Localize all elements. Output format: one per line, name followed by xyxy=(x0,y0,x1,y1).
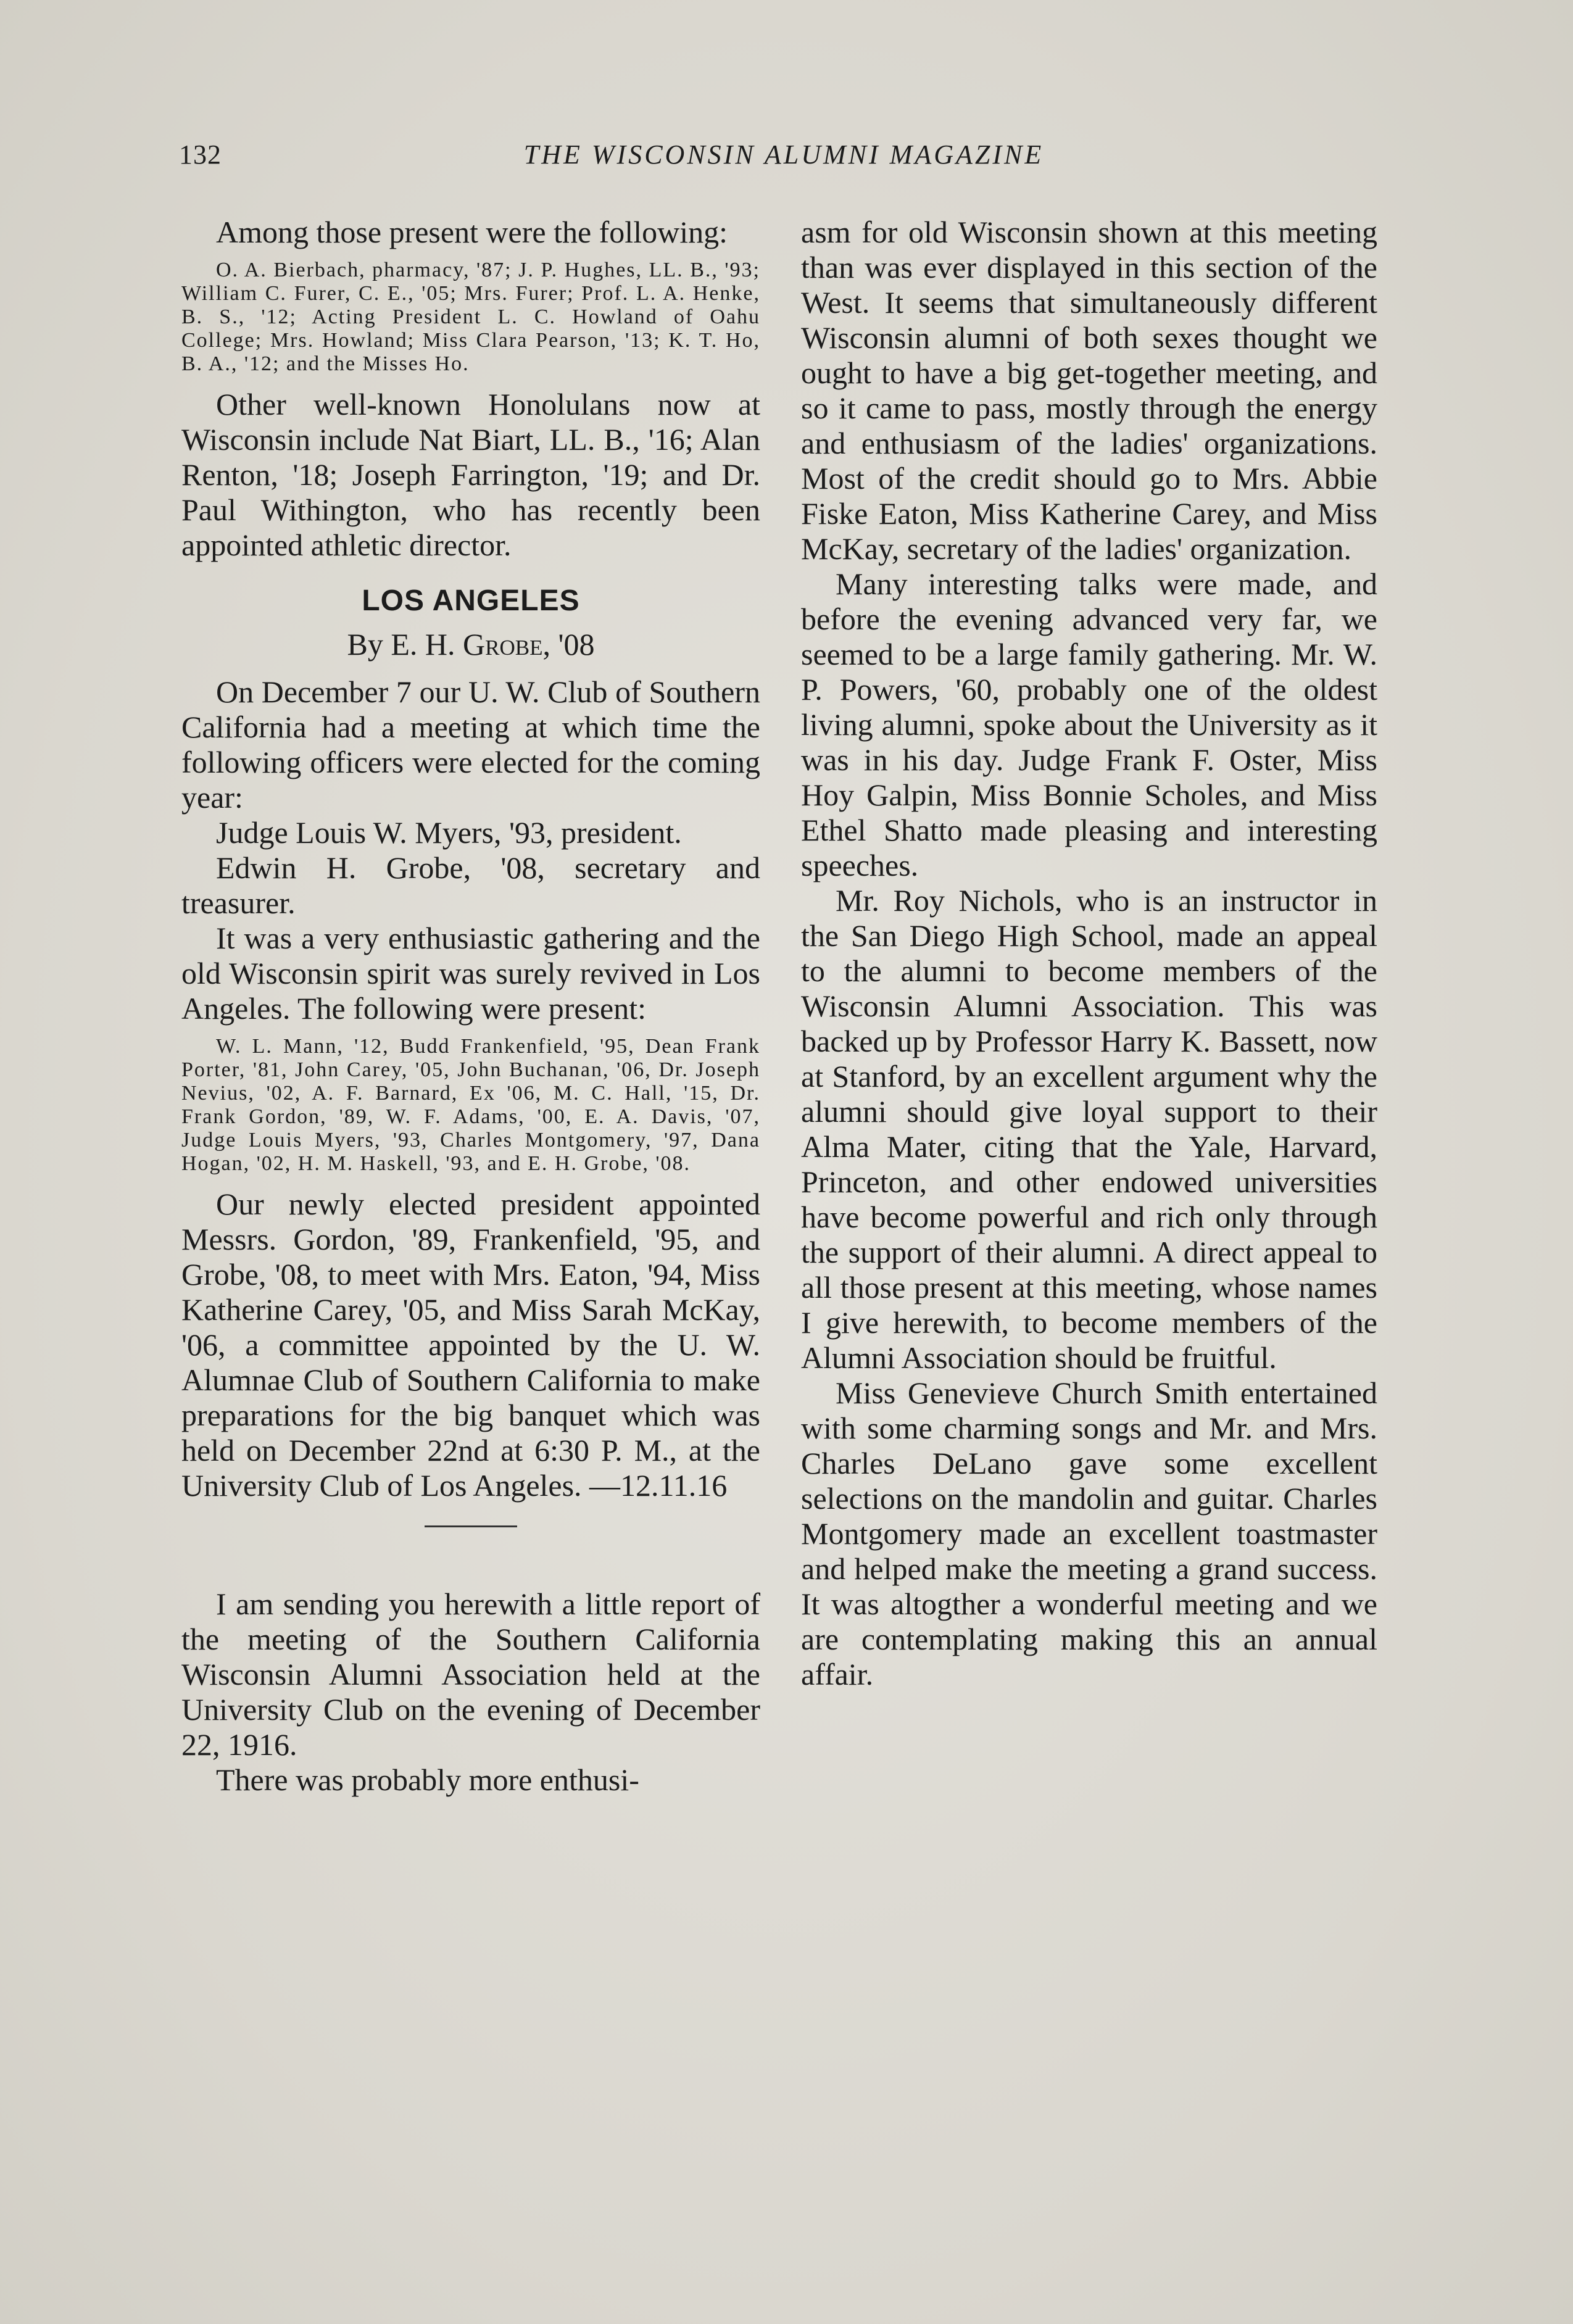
byline-year: , '08 xyxy=(542,627,595,662)
left-column xyxy=(181,215,760,1798)
section-heading: LOS ANGELES xyxy=(362,584,580,617)
page-number: 132 xyxy=(179,139,222,170)
right-column xyxy=(801,215,1377,1692)
paragraph: Many interesting talks were made, and before the evening advanced very far, we seemed to be a large family gathering. Mr. W. P. Powers, '60, probably one of the oldest living alumni, spoke about the University as it was in his day. Judge Frank F. Oster, Miss Hoy Galpin, Miss Bonnie Scholes, and Miss Ethel Shatto made pleasing and interesting speeches. xyxy=(801,566,1377,882)
paragraph: I am sending you herewith a little report of the meeting of the Southern California Wisconsin Alumni Association held at the University Club on the evening of December 22, 1916. xyxy=(181,1587,760,1762)
paragraph: Other well-known Honolulans now at Wisconsin include Nat Biart, LL. B., '16; Alan Renton, '18; Joseph Farrington, '19; and Dr. Paul Withington, who has recently been appointed athletic director. xyxy=(181,387,760,562)
byline-author: Grobe xyxy=(463,627,543,662)
paragraph: Miss Genevieve Church Smith entertained with some charming songs and Mr. and Mrs. Charles DeLano gave some excellent selections on the mandolin and guitar. Charles Montgomery made an excellent toastmaster and helped make the meeting a grand success. It was altogther a wonderful meeting and we are contemplating making this an annual affair. xyxy=(801,1376,1377,1691)
paragraph: Mr. Roy Nichols, who is an instructor in the San Diego High School, made an appeal to the alumni to become members of the Wisconsin Alumni Association. This was backed up by Professor Harry K. Bassett, now at Stanford, by an excellent argument why the alumni should give loyal support to their Alma Mater, citing that the Yale, Harvard, Princeton, and other endowed universities have become powerful and rich only through the support of their alumni. A direct appeal to all those present at this meeting, whose names I give herewith, to become members of the Alumni Association should be fruitful. xyxy=(801,883,1377,1375)
paragraph: Among those present were the following: xyxy=(216,215,728,249)
attendee-list: O. A. Bierbach, pharmacy, '87; J. P. Hughes, LL. B., '93; William C. Furer, C. E., '05; Mrs. Furer; Prof. L. A. Henke, B. S., '12; Acting President L. C. Howland of Oahu College; Mrs. Howland; Miss Clara Pearson, '13; K. T. Ho, B. A., '12; and the Misses Ho. xyxy=(181,259,760,375)
byline xyxy=(181,626,760,662)
paragraph: It was a very enthusiastic gathering and the old Wisconsin spirit was surely revived in Los Angeles. The following were present: xyxy=(181,921,760,1026)
running-head xyxy=(179,139,1388,182)
paragraph: Edwin H. Grobe, '08, secretary and treasurer. xyxy=(181,850,760,920)
paragraph: There was probably more enthusi- xyxy=(216,1762,639,1797)
byline-prefix: By E. H. xyxy=(347,627,455,662)
section-divider xyxy=(425,1525,517,1527)
paragraph: Our newly elected president appointed Messrs. Gordon, '89, Frankenfield, '95, and Grobe, '08, to meet with Mrs. Eaton, '94, Miss Katherine Carey, '05, and Miss Sarah McKay, '06, a committee appointed by the U. W. Alumnae Club of Southern California to make preparations for the big banquet which was held on December 22nd at 6:30 P. M., at the University Club of Los Angeles. —12.11.16 xyxy=(181,1187,760,1503)
paragraph: On December 7 our U. W. Club of Southern California had a meeting at which time the following officers were elected for the coming year: xyxy=(181,674,760,815)
magazine-title: THE WISCONSIN ALUMNI MAGAZINE xyxy=(523,139,1044,170)
paragraph: Judge Louis W. Myers, '93, president. xyxy=(216,815,682,850)
attendee-list: W. L. Mann, '12, Budd Frankenfield, '95, Dean Frank Porter, '81, John Carey, '05, John Buchanan, '06, Dr. Joseph Nevius, '02, A. F. Barnard, Ex '06, M. C. Hall, '15, Dr. Frank Gordon, '89, W. F. Adams, '00, E. A. Davis, '07, Judge Louis Myers, '93, Charles Montgomery, '97, Dana Hogan, '02, H. M. Haskell, '93, and E. H. Grobe, '08. xyxy=(181,1035,760,1175)
paragraph: asm for old Wisconsin shown at this meeting than was ever displayed in this section of the West. It seems that simultaneously different Wisconsin alumni of both sexes thought we ought to have a big get-together meeting, and so it came to pass, mostly through the energy and enthusiasm of the ladies' organizations. Most of the credit should go to Mrs. Abbie Fiske Eaton, Miss Katherine Carey, and Miss McKay, secretary of the ladies' organization. xyxy=(801,215,1377,566)
